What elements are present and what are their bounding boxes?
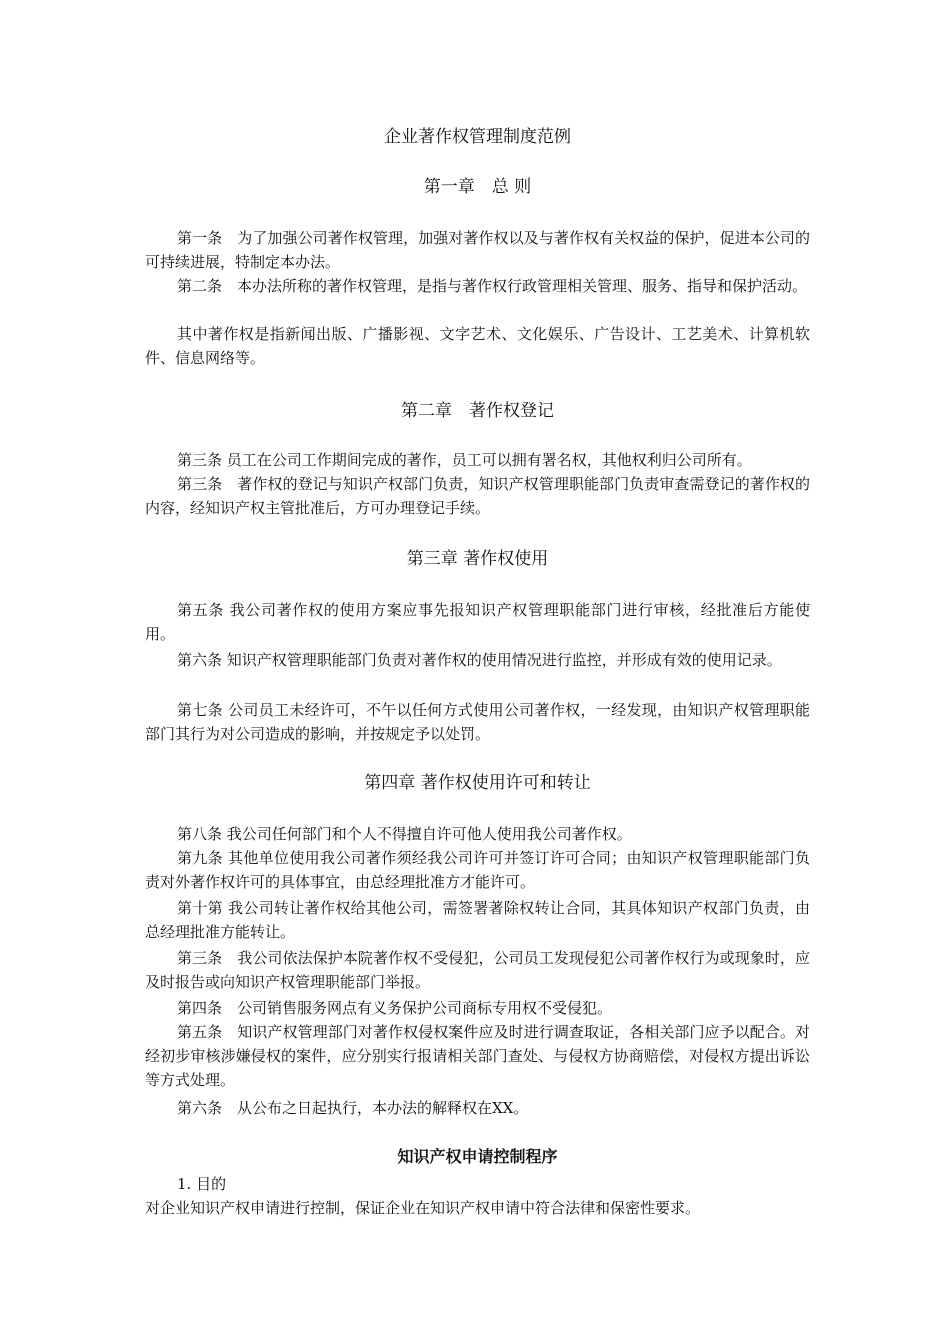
chapter-4-article-8: 第八条 我公司任何部门和个人不得擅自许可他人使用我公司著作权。 [177,825,632,843]
chapter-1-article-2: 第二条 本办法所称的著作权管理，是指与著作权行政管理相关管理、服务、指导和保护活动。 [177,277,808,295]
chapter-4-article-9: 第九条 其他单位使用我公司著作须经我公司许可并签订许可合同；由知识产权管理职能部门负责对外著作权许可的具体事宜，由总经理批准方才能许可。 [145,849,810,891]
chapter-1-heading: 第一章 总 则 [423,177,532,197]
section-2-item-1-text: 对企业知识产权申请进行控制，保证企业在知识产权申请中符合法律和保密性要求。 [145,1199,701,1217]
section-2-item-1-label: 1. 目的 [177,1175,227,1193]
section-2-heading: 知识产权申请控制程序 [397,1147,558,1166]
chapter-3-article-7: 第七条 公司员工未经许可，不午以任何方式使用公司著作权，一经发现，由知识产权管理职能部门其行为对公司造成的影响，并按规定予以处罚。 [145,701,810,743]
chapter-3-article-5: 第五条 我公司著作权的使用方案应事先报知识产权管理职能部门进行审核，经批准后方能使用。 [145,601,810,643]
chapter-4-article-6: 第六条 从公布之日起执行，本办法的解释权在XX。 [177,1099,529,1117]
chapter-4-article-4: 第四条 公司销售服务网点有义务保护公司商标专用权不受侵犯。 [177,999,613,1017]
chapter-2-article-3a: 第三条 员工在公司工作期间完成的著作，员工可以拥有署名权，其他权利归公司所有。 [177,451,752,469]
document-title: 企业著作权管理制度范例 [384,127,571,147]
chapter-4-heading: 第四章 著作权使用许可和转让 [364,773,591,793]
chapter-3-article-6: 第六条 知识产权管理职能部门负责对著作权的使用情况进行监控，并形成有效的使用记录。 [177,651,782,669]
chapter-2-article-3b: 第三条 著作权的登记与知识产权部门负责，知识产权管理职能部门负责审查需登记的著作权的内容，经知识产权主管批准后，方可办理登记手续。 [145,475,810,517]
chapter-3-heading: 第三章 著作权使用 [406,549,549,569]
chapter-4-article-3: 第三条 我公司依法保护本院著作权不受侵犯，公司员工发现侵犯公司著作权行为或现象时，应及时报告或向知识产权管理职能部门举报。 [145,949,810,991]
chapter-4-article-5: 第五条 知识产权管理部门对著作权侵权案件应及时进行调查取证，各相关部门应予以配合。对经初步审核涉嫌侵权的案件，应分别实行报请相关部门查处、与侵权方协商赔偿，对侵权方提出诉讼等方式处理。 [145,1023,810,1089]
chapter-4-article-10: 第十第 我公司转让著作权给其他公司，需签署著除权转让合同，其具体知识产权部门负责，由总经理批准方能转让。 [145,899,810,941]
chapter-1-copyright-scope: 其中著作权是指新闻出版、广播影视、文字艺术、文化娱乐、广告设计、工艺美术、计算机软件、信息网络等。 [145,325,810,367]
chapter-2-heading: 第二章 著作权登记 [401,401,554,421]
chapter-1-article-1: 第一条 为了加强公司著作权管理，加强对著作权以及与著作权有关权益的保护，促进本公司的可持续进展，特制定本办法。 [145,229,810,271]
